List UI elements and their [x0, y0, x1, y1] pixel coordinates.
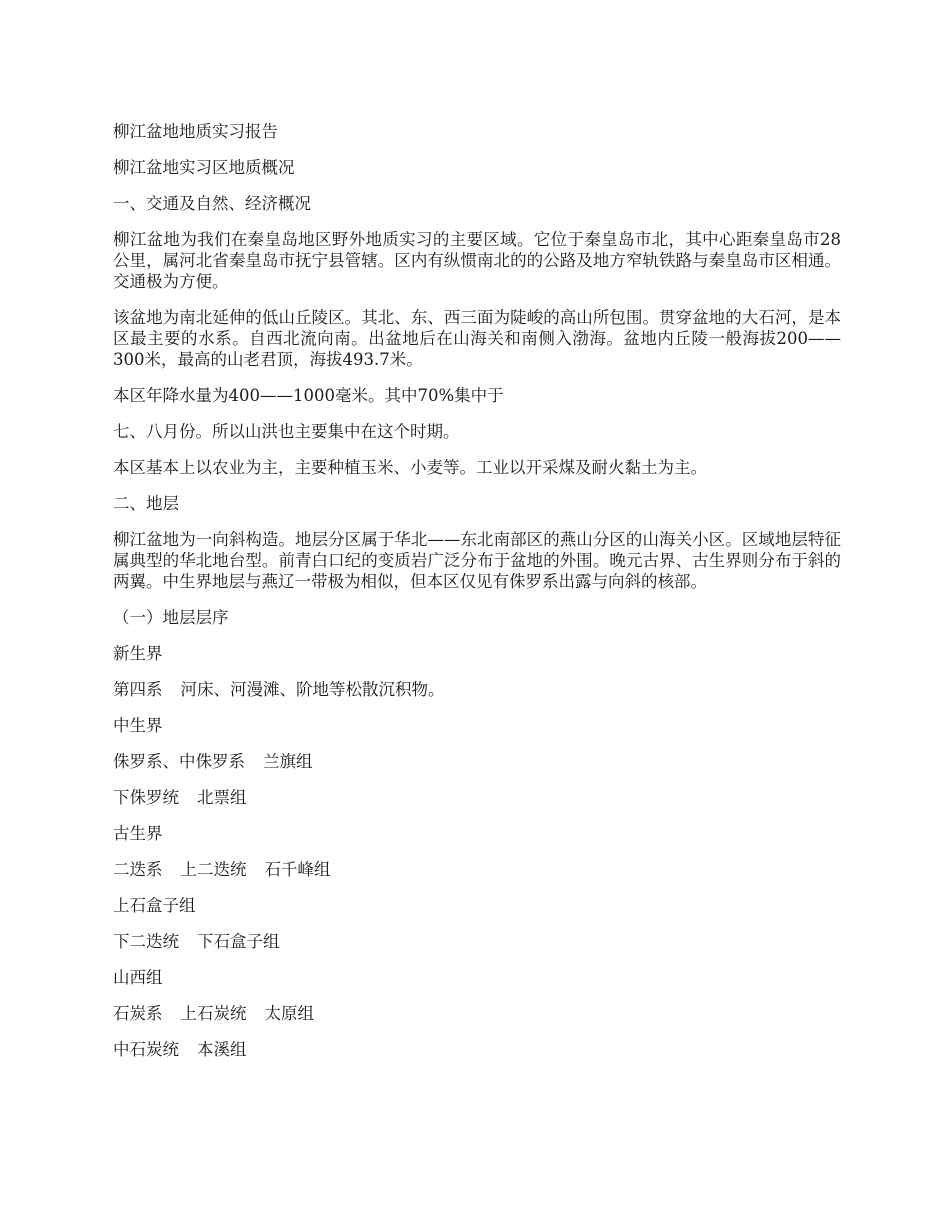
strata-series: 上二迭统: [180, 860, 247, 879]
strata-line: [113, 679, 841, 700]
strata-line: [113, 751, 841, 772]
strata-series: 上石炭统: [180, 1004, 247, 1023]
subsection-heading-sequence: （一）地层层序: [113, 608, 229, 627]
strata-term: 二迭系: [113, 860, 163, 879]
paragraph-economy: 本区基本上以农业为主，主要种植玉米、小麦等。工业以开采煤及耐火黏土为主。: [113, 458, 707, 477]
strata-term: 侏罗系、中侏罗系: [113, 752, 245, 771]
strata-term: 下二迭统: [113, 932, 179, 951]
strata-term: 石炭系: [113, 1004, 163, 1023]
strata-formation: 兰旗组: [263, 752, 313, 771]
paragraph-structure: 柳江盆地为一向斜构造。地层分区属于华北——东北南部区的燕山分区的山海关小区。区域地层特征属典型的华北地台型。前青白口纪的变质岩广泛分布于盆地的外围。晚元古界、古生界则分布于斜的两翼。中生界地层与燕辽一带极为相似，但本区仅见有侏罗系出露与向斜的核部。: [113, 530, 841, 591]
strata-line: [113, 1003, 841, 1024]
document-title: 柳江盆地地质实习报告: [113, 122, 278, 141]
strata-term: 中石炭统: [113, 1040, 179, 1059]
strata-formation: 石千峰组: [264, 860, 331, 879]
strata-line: [113, 715, 841, 736]
paragraph-precipitation: 本区年降水量为400——1000毫米。其中70%集中于: [113, 386, 504, 405]
document-page: [113, 121, 841, 1075]
strata-line: [113, 643, 841, 664]
strata-term: 上石盒子组: [113, 896, 196, 915]
strata-term: 古生界: [113, 824, 163, 843]
strata-line: [113, 1039, 841, 1060]
strata-formation: 下石盒子组: [197, 932, 280, 951]
paragraph-location: 柳江盆地为我们在秦皇岛地区野外地质实习的主要区域。它位于秦皇岛市北，其中心距秦皇岛市28公里，属河北省秦皇岛市抚宁县管辖。区内有纵惯南北的的公路及地方窄轨铁路与秦皇岛市区相通。交通极为方便。: [113, 230, 841, 291]
document-subtitle: 柳江盆地实习区地质概况: [113, 158, 295, 177]
strata-line: [113, 859, 841, 880]
strata-line: [113, 787, 841, 808]
strata-term: 第四系: [113, 680, 163, 699]
section-heading-strata: 二、地层: [113, 494, 179, 513]
strata-line: [113, 895, 841, 916]
strata-line: [113, 931, 841, 952]
strata-term: 中生界: [113, 716, 163, 735]
strata-formation: 北票组: [197, 788, 247, 807]
section-heading-transport: 一、交通及自然、经济概况: [113, 194, 311, 213]
paragraph-terrain: 该盆地为南北延伸的低山丘陵区。其北、东、西三面为陡峻的高山所包围。贯穿盆地的大石河，是本区最主要的水系。自西北流向南。出盆地后在山海关和南侧入渤海。盆地内丘陵一般海拔200——300米，最高的山老君顶，海拔493.7米。: [113, 308, 841, 369]
strata-line: [113, 967, 841, 988]
strata-term: 山西组: [113, 968, 163, 987]
strata-term: 下侏罗统: [113, 788, 179, 807]
paragraph-flood-season: 七、八月份。所以山洪也主要集中在这个时期。: [113, 422, 460, 441]
strata-term: 新生界: [113, 644, 163, 663]
strata-formation: 本溪组: [197, 1040, 247, 1059]
strata-formation: 太原组: [264, 1004, 314, 1023]
strata-description: 河床、河漫滩、阶地等松散沉积物。: [180, 680, 445, 699]
strata-line: [113, 823, 841, 844]
